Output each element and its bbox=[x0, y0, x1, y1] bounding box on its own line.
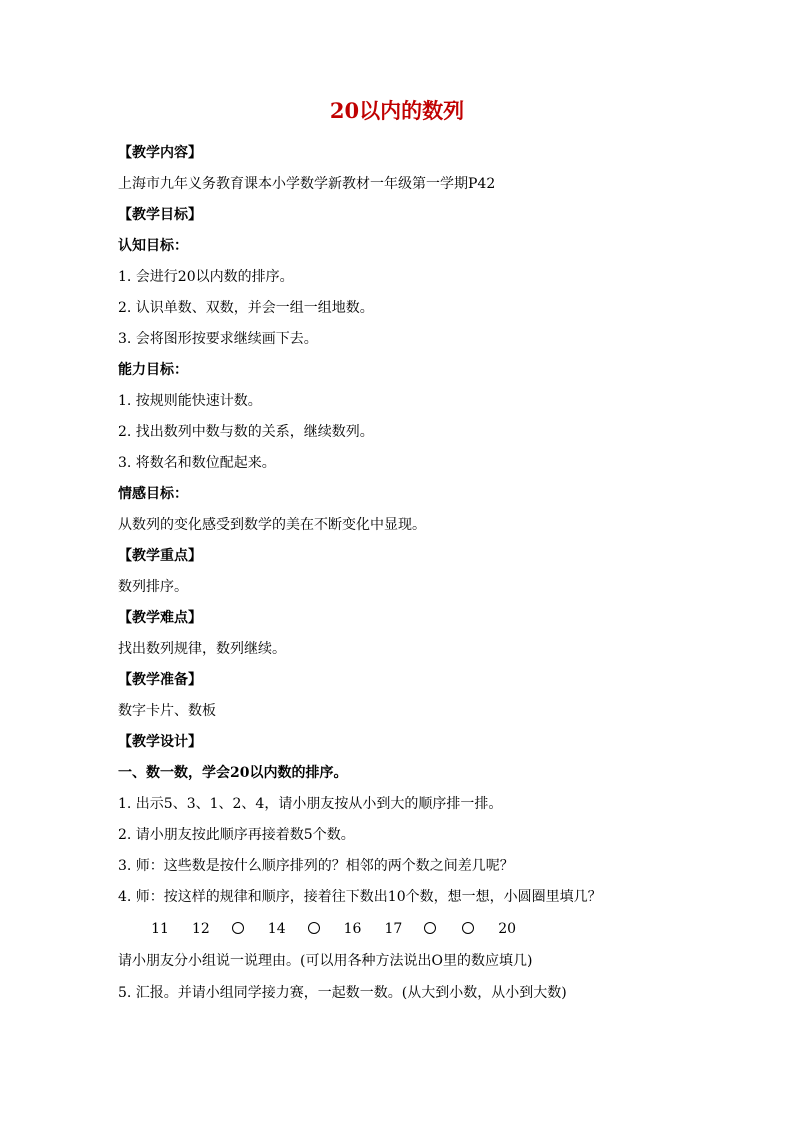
sequence-number: 12 bbox=[191, 921, 210, 937]
sequence-number: 16 bbox=[343, 921, 362, 937]
subheading-cognitive: 认知目标： bbox=[118, 238, 188, 254]
list-item: 2. 认识单数、双数，并会一组一组地数。 bbox=[118, 300, 374, 316]
section-heading-preparation: 【教学准备】 bbox=[118, 672, 202, 688]
sequence-number: 20 bbox=[498, 921, 517, 937]
page-title: 20以内的数列 bbox=[329, 98, 465, 123]
blank-circle-icon bbox=[232, 922, 244, 934]
list-item: 2. 请小朋友按此顺序再接着数5个数。 bbox=[118, 827, 355, 843]
section-heading-content: 【教学内容】 bbox=[118, 145, 202, 161]
paragraph: 从数列的变化感受到数学的美在不断变化中显现。 bbox=[118, 517, 426, 533]
sequence-number: 14 bbox=[267, 921, 286, 937]
blank-circle-icon bbox=[424, 922, 436, 934]
subheading-ability: 能力目标： bbox=[118, 362, 188, 378]
sequence-number: 17 bbox=[384, 921, 403, 937]
paragraph: 找出数列规律，数列继续。 bbox=[118, 641, 286, 657]
section-heading-difficulty: 【教学难点】 bbox=[118, 610, 202, 626]
list-item: 3. 将数名和数位配起来。 bbox=[118, 455, 276, 471]
content-text: 上海市九年义务教育课本小学数学新教材一年级第一学期P42 bbox=[118, 176, 496, 192]
section-heading-focus: 【教学重点】 bbox=[118, 548, 202, 564]
list-item: 2. 找出数列中数与数的关系，继续数列。 bbox=[118, 424, 374, 440]
section-heading-design: 【教学设计】 bbox=[118, 734, 202, 750]
subheading-step-one: 一、数一数，学会20以内数的排序。 bbox=[118, 765, 348, 781]
list-item: 1. 按规则能快速计数。 bbox=[118, 393, 262, 409]
paragraph: 请小朋友分小组说一说理由。(可以用各种方法说出O里的数应填几) bbox=[118, 953, 533, 969]
list-item: 5. 汇报。并请小组同学接力赛，一起数一数。(从大到小数，从小到大数) bbox=[118, 985, 567, 1001]
section-heading-goals: 【教学目标】 bbox=[118, 207, 202, 223]
number-sequence bbox=[150, 918, 517, 940]
paragraph: 数列排序。 bbox=[118, 579, 188, 595]
blank-circle-icon bbox=[308, 922, 320, 934]
list-item: 1. 会进行20以内数的排序。 bbox=[118, 269, 294, 285]
sequence-number: 11 bbox=[151, 921, 169, 937]
paragraph: 数字卡片、数板 bbox=[118, 703, 216, 719]
list-item: 4. 师：按这样的规律和顺序，接着往下数出10个数，想一想，小圆圈里填几？ bbox=[118, 889, 602, 905]
list-item: 1. 出示5、3、1、2、4，请小朋友按从小到大的顺序排一排。 bbox=[118, 796, 503, 812]
list-item: 3. 会将图形按要求继续画下去。 bbox=[118, 331, 318, 347]
subheading-emotion: 情感目标： bbox=[118, 486, 188, 502]
blank-circle-icon bbox=[462, 922, 474, 934]
list-item: 3. 师：这些数是按什么顺序排列的？相邻的两个数之间差几呢？ bbox=[118, 858, 514, 874]
